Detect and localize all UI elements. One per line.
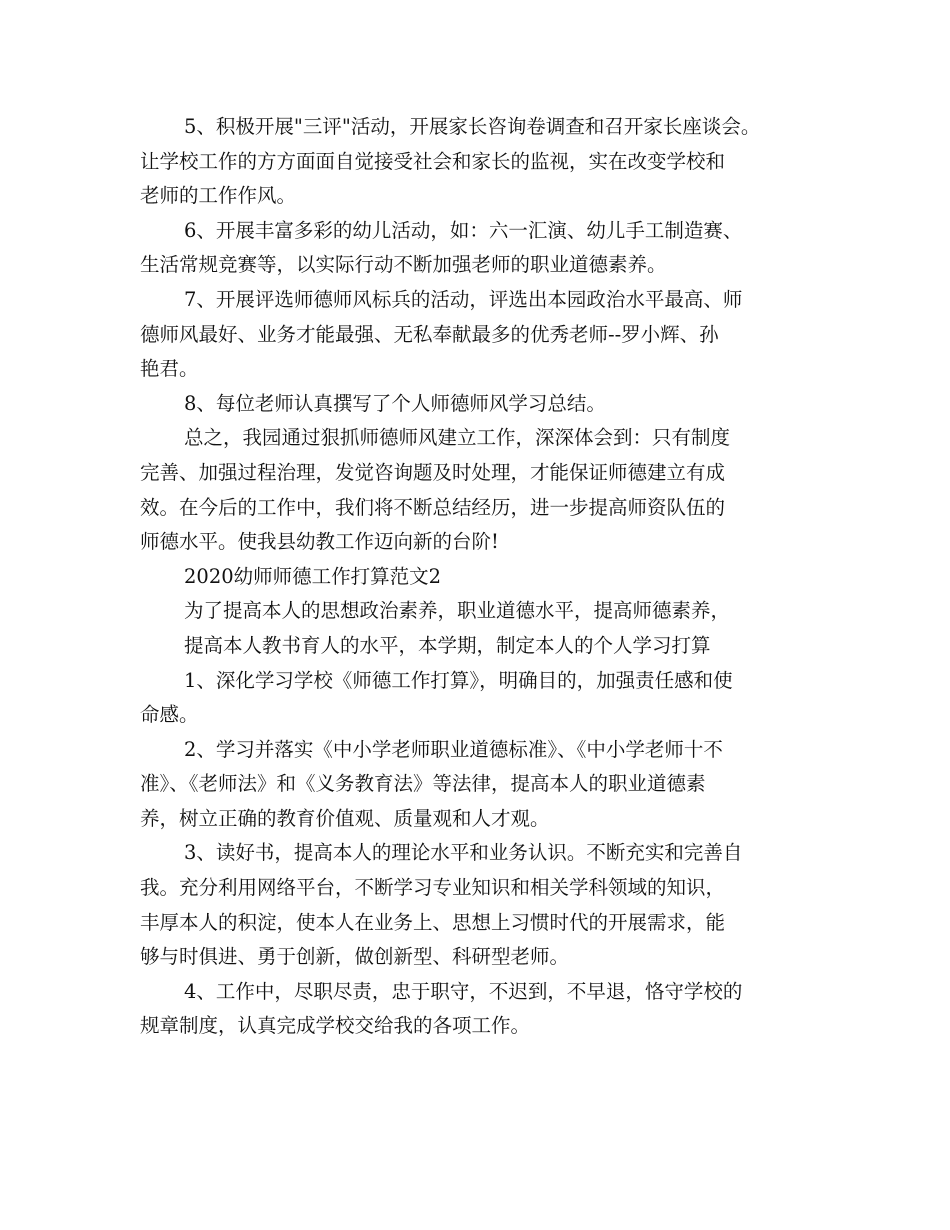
- text-line: 师德水平。使我县幼教工作迈向新的台阶!: [140, 530, 499, 554]
- text-line: 规章制度，认真完成学校交给我的各项工作。: [140, 1014, 531, 1038]
- text-line: 5、积极开展"三评"活动，开展家长咨询卷调查和召开家长座谈会。: [184, 115, 761, 138]
- text-line: 2、学习并落实《中小学老师职业道德标准》、《中小学老师十不: [184, 737, 723, 761]
- text-line: 完善、加强过程治理，发觉咨询题及时处理，才能保证师德建立有成: [140, 460, 726, 484]
- document-body: [140, 110, 820, 1044]
- text-line: 德师风最好、业务才能最强、无私奉献最多的优秀老师--罗小辉、孙: [140, 322, 719, 346]
- text-line: 总之，我园通过狠抓师德师风建立工作，深深体会到：只有制度: [184, 426, 731, 450]
- text-line: 老师的工作作风。: [140, 184, 297, 208]
- text-line: 养，树立正确的教育价值观、质量观和人才观。: [140, 806, 550, 830]
- text-line: 让学校工作的方方面面自觉接受社会和家长的监视，实在改变学校和: [140, 149, 726, 173]
- text-line: 6、开展丰富多彩的幼儿活动，如：六一汇演、幼儿手工制造赛、: [184, 218, 743, 242]
- text-line: 我。充分利用网络平台，不断学习专业知识和相关学科领域的知识，: [140, 876, 726, 900]
- text-line: 生活常规竞赛等，以实际行动不断加强老师的职业道德素养。: [140, 253, 667, 277]
- text-line: 丰厚本人的积淀，使本人在业务上、思想上习惯时代的开展需求，能: [140, 910, 726, 934]
- text-line: 1、深化学习学校《师德工作打算》，明确目的，加强责任感和使: [184, 668, 733, 692]
- text-line: 效。在今后的工作中，我们将不断总结经历，进一步提高师资队伍的: [140, 495, 726, 519]
- text-line: 8、每位老师认真撰写了个人师德师风学习总结。: [184, 391, 606, 415]
- text-line: 准》、《老师法》和《义务教育法》等法律，提高本人的职业道德素: [140, 772, 706, 796]
- text-line: 7、开展评选师德师风标兵的活动，评选出本园政治水平最高、师: [184, 287, 743, 311]
- text-line: 3、读好书，提高本人的理论水平和业务认识。不断充实和完善自: [184, 841, 743, 865]
- text-line: 够与时俱进、勇于创新，做创新型、科研型老师。: [140, 945, 570, 969]
- text-line: 2020幼师师德工作打算范文2: [184, 564, 442, 588]
- text-line: 4、工作中，尽职尽责，忠于职守，不迟到，不早退，恪守学校的: [184, 979, 743, 1003]
- text-line: 为了提高本人的思想政治素养，职业道德水平，提高师德素养，: [184, 599, 731, 623]
- text-line: 艳君。: [140, 357, 199, 381]
- text-line: 命感。: [140, 703, 199, 727]
- text-line: 提高本人教书育人的水平，本学期，制定本人的个人学习打算: [184, 633, 711, 657]
